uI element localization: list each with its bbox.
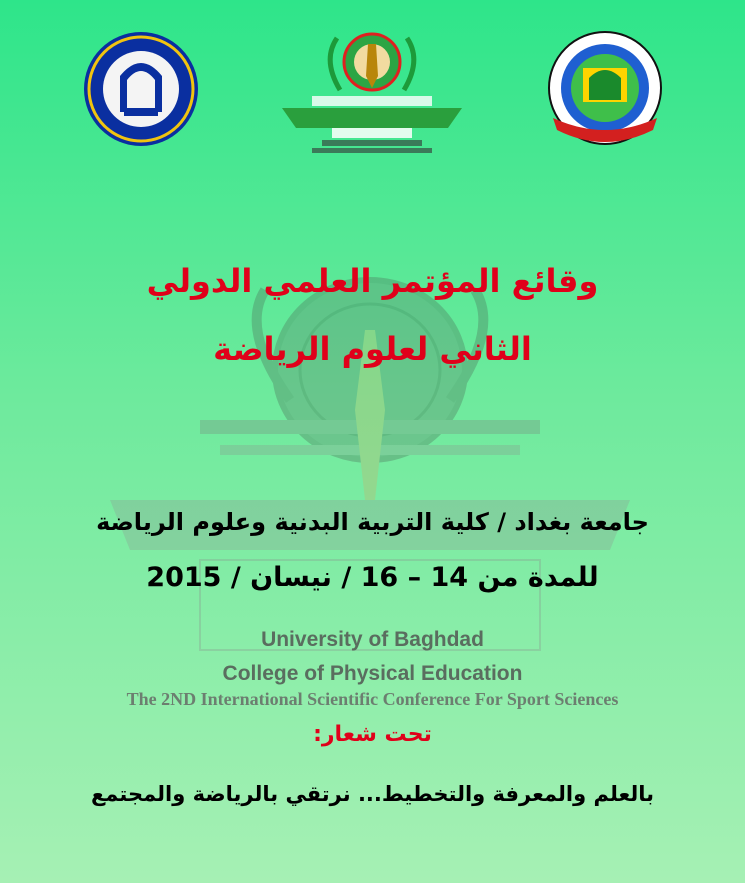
slogan-label: تحت شعار: [313, 722, 432, 747]
watermark-college: College of Physical Education [222, 662, 523, 685]
proceedings-title-line2: الثاني لعلوم الرياضة [213, 330, 532, 368]
conference-emblem-icon [282, 30, 462, 158]
conference-date-line: للمدة من 14 – 16 / نيسان / 2015 [146, 562, 599, 593]
watermark-university: University of Baghdad [261, 628, 484, 651]
college-physical-education-seal-icon [545, 30, 665, 155]
organizer-line: جامعة بغداد / كلية التربية البدنية وعلوم الرياضة [96, 508, 649, 536]
university-of-baghdad-seal-icon [82, 30, 200, 148]
slogan-text: بالعلم والمعرفة والتخطيط... نرتقي بالرياضة والمجتمع [90, 782, 655, 806]
watermark-conference: The 2ND International Scientific Conference For Sport Sciences [126, 689, 619, 709]
proceedings-title-line1: وقائع المؤتمر العلمي الدولي [146, 262, 599, 300]
